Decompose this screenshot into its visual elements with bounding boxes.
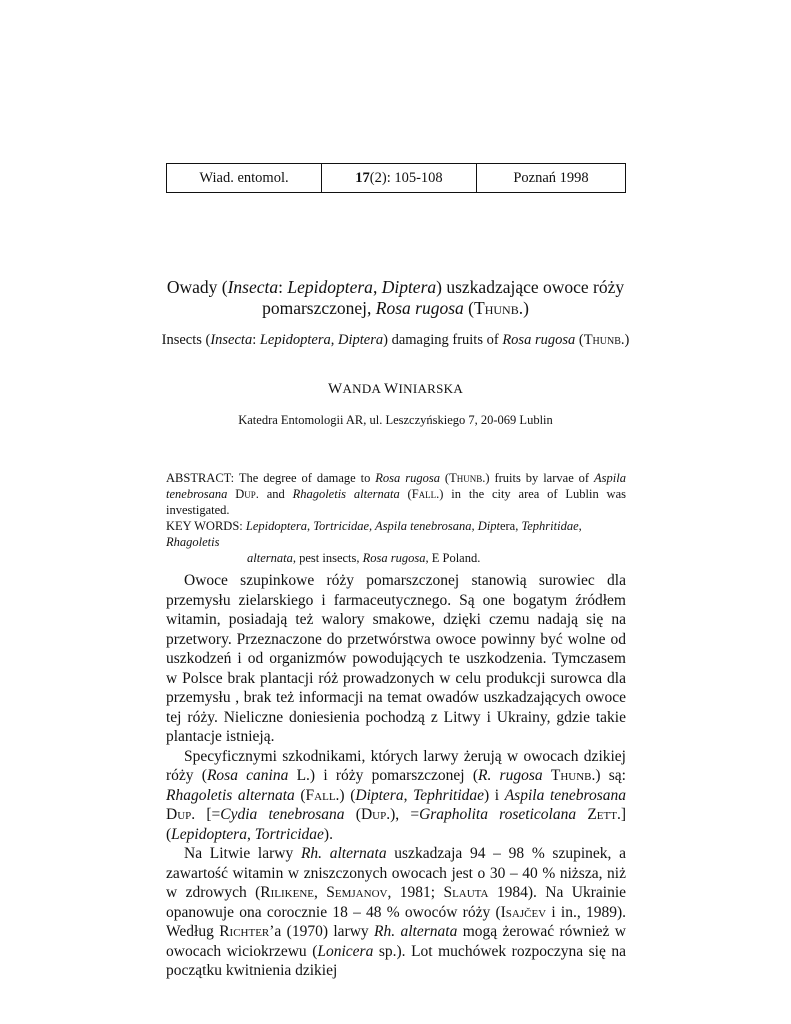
journal-header-box [166, 163, 626, 193]
keywords: KEY WORDS: Lepidoptera, Tortricidae, Aspila tenebrosana, Diptera, Tephritidae, Rhagoletis alternata, pest insects, Rosa rugosa, E Poland. [166, 519, 582, 565]
volume-number: 17 [355, 169, 370, 186]
journal-name: Wiad. entomol. [167, 164, 322, 192]
place-year: Poznań 1998 [513, 169, 589, 186]
paragraph-1: Owoce szupinkowe róży pomarszczonej stanowią surowiec dla przemysłu zielarskiego i farmaceutycznego. Są one bogatym źródłem witamin, posiadają też walory smakowe, dzięki czemu nadają się na przetwory. Przeznaczone do przetwórstwa owoce powinny być wolne od uszkodzeń i od organizmów powodujących te uszkodzenia. Tymczasem w Polsce brak plantacji róż prowadzonych w celu produkcji surowca dla przemysłu , brak też informacji na temat owadów uszkadzających owoce tej róży. Nieliczne doniesienia pochodzą z Litwy i Ukrainy, gdzie takie plantacje istnieją. [166, 572, 626, 745]
author-name: WANDA WINIARSKA [327, 381, 464, 397]
issue-pages: (2): 105-108 [369, 169, 443, 186]
affiliation: Katedra Entomologii AR, ul. Leszczyńskiego 7, 20-069 Lublin [238, 413, 553, 427]
paragraph-2: Specyficznymi szkodnikami, których larwy żerują w owocach dzikiej róży (Rosa canina L.) i róży pomarszczonej (R. rugosa Thunb.) są: Rhagoletis alternata (Fall.) (Diptera, Tephritidae) i Aspila tenebrosana Dup. [=Cydia tenebrosana (Dup.), =Grapholita roseticolana Zett.] (Lepidoptera, Tortricidae). [166, 747, 627, 843]
body-text [166, 571, 626, 981]
paragraph-3: Na Litwie larwy Rh. alternata uszkadzaja 94 – 98 % szupinek, a zawartość witamin w zniszczonych owocach jest o 30 – 40 % niższa, niż w zdrowych (Rilikene, Semjanov, 1981; Slauta 1984). Na Ukrainie opanowuje ona corocznie 18 – 48 % owoców róży (Isajčev i in., 1989). Według Richter’a (1970) larwy Rh. alternata mogą żerować również w owocach wiciokrzewu (Lonicera sp.). Lot muchówek rozpoczyna się na początku kwitnienia dzikiej [166, 845, 627, 979]
paper-title: Owady (Insecta: Lepidoptera, Diptera) uszkadzające owoce róży pomarszczonej, Rosa rugosa (Thunb.) [166, 277, 625, 318]
english-title: Insects (Insecta: Lepidoptera, Diptera) damaging fruits of Rosa rugosa (Thunb.) [161, 332, 630, 348]
abstract: ABSTRACT: The degree of damage to Rosa rugosa (Thunb.) fruits by larvae of Aspila tenebrosana Dup. and Rhagoletis alternata (Fall.) in the city area of Lublin was investigated. [166, 471, 626, 517]
volume-issue [322, 164, 477, 192]
